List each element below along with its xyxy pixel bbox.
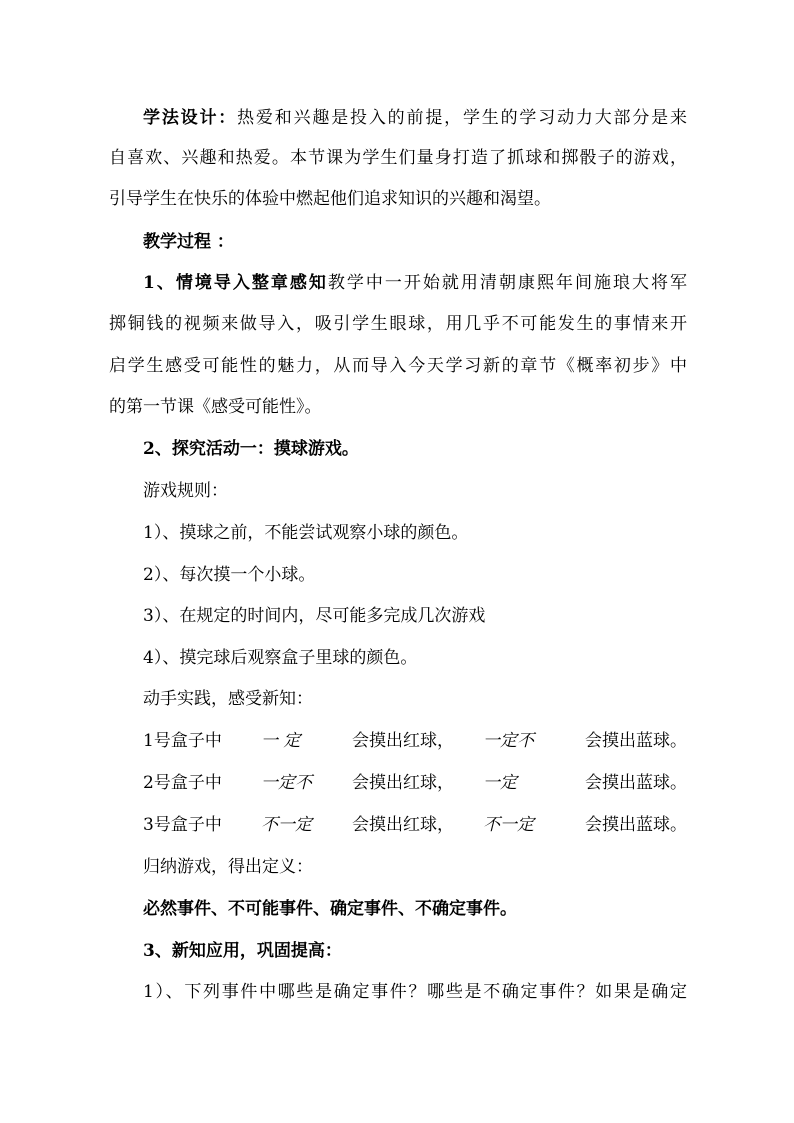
summary-title: 归纳游戏，得出定义： — [143, 857, 313, 877]
definitions-line: 必然事件、不可能事件、确定事件、不确定事件。 — [143, 899, 517, 919]
red-ball-text: 会摸出红球， — [352, 773, 454, 793]
red-ball-text: 会摸出红球， — [352, 731, 454, 751]
box-label: 3号盒子中 — [143, 815, 222, 835]
intro-paragraph-line-3: 引导学生在快乐的体验中燃起他们追求知识的兴趣和渴望。 — [109, 189, 551, 209]
section1-line-4: 的第一节课《感受可能性》。 — [109, 397, 322, 417]
section1-line-2: 掷铜钱的视频来做导入，吸引学生眼球，用几乎不可能发生的事情来开 — [109, 314, 687, 334]
blue-ball-text: 会摸出蓝球。 — [585, 773, 687, 793]
blue-ball-text: 会摸出蓝球。 — [585, 815, 687, 835]
red-handwritten-word: 一定不 — [261, 773, 312, 793]
section1-line1-text: 教学中一开始就用清朝康熙年间施琅大将军 — [327, 273, 687, 293]
rule-item: 4）、摸完球后观察盒子里球的颜色。 — [143, 648, 418, 668]
blue-handwritten-word: 一定不 — [483, 731, 534, 751]
rules-title: 游戏规则： — [143, 481, 228, 501]
red-handwritten-word: 不一定 — [261, 815, 312, 835]
rule-item: 1）、摸球之前，不能尝试观察小球的颜色。 — [143, 523, 469, 543]
rule-item: 2）、每次摸一个小球。 — [143, 565, 316, 585]
practice-title: 动手实践，感受新知： — [143, 689, 313, 709]
blue-handwritten-word: 一定 — [483, 773, 517, 793]
intro-paragraph-line-1 — [143, 106, 687, 130]
section3-heading: 3、新知应用，巩固提高： — [143, 941, 342, 961]
section3-question-1: 1）、下列事件中哪些是确定事件？哪些是不确定事件？如果是确定 — [143, 982, 687, 1002]
intro-paragraph-line-2: 自喜欢、兴趣和热爱。本节课为学生们量身打造了抓球和掷骰子的游戏， — [109, 148, 687, 168]
intro-line1-text: 热爱和兴趣是投入的前提，学生的学习动力大部分是来 — [237, 108, 688, 128]
rule-item: 3）、在规定的时间内，尽可能多完成几次游戏 — [143, 606, 486, 626]
section1-line-3: 启学生感受可能性的魅力，从而导入今天学习新的章节《概率初步》中 — [109, 356, 687, 376]
section1-line-1 — [143, 271, 687, 295]
red-ball-text: 会摸出红球， — [352, 815, 454, 835]
intro-heading: 学法设计： — [143, 108, 238, 128]
red-handwritten-word: 一 定 — [261, 731, 301, 751]
section2-heading: 2、探究活动一：摸球游戏。 — [143, 439, 359, 459]
blue-ball-text: 会摸出蓝球。 — [585, 731, 687, 751]
blue-handwritten-word: 不一定 — [483, 815, 534, 835]
section1-heading: 1、情境导入整章感知 — [143, 273, 328, 293]
box-label: 2号盒子中 — [143, 773, 222, 793]
box-label: 1号盒子中 — [143, 731, 222, 751]
process-title: 教学过程 ： — [143, 232, 234, 252]
